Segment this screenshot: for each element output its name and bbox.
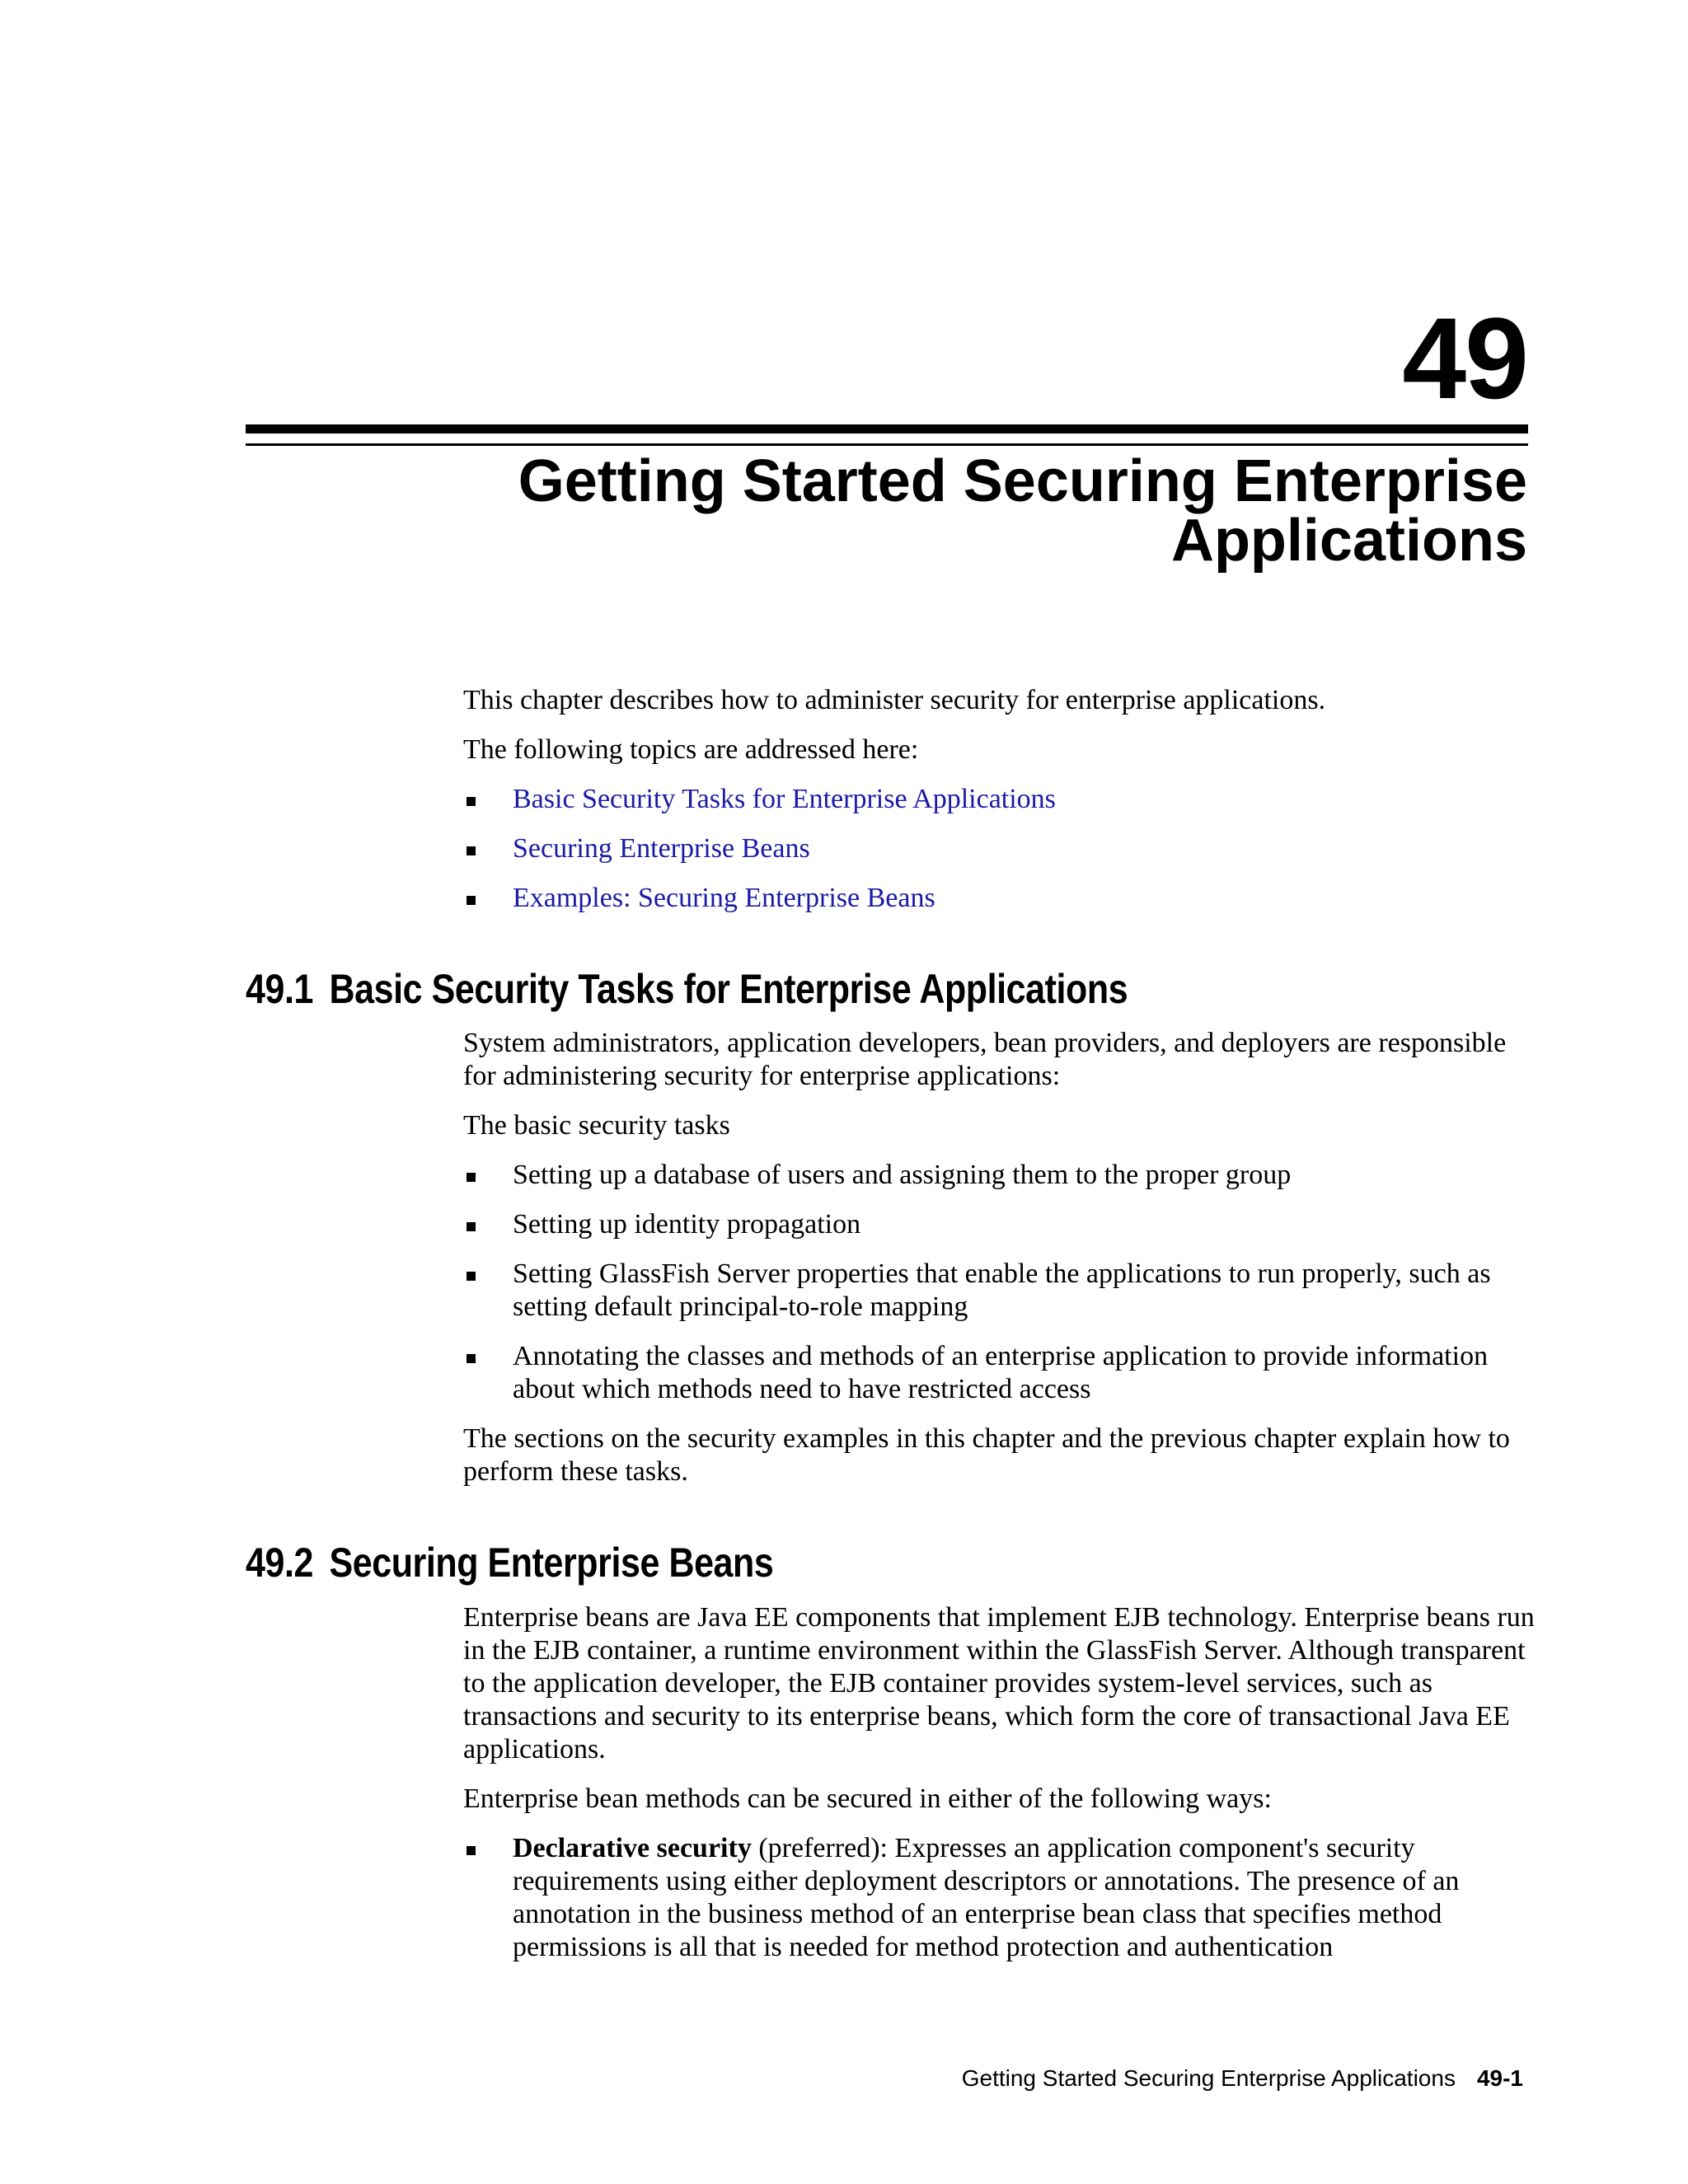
list-item bbox=[463, 1208, 1535, 1241]
footer-title: Getting Started Securing Enterprise Applications bbox=[961, 2065, 1456, 2091]
list-item-text: Setting GlassFish Server properties that enable the applications to run properly, such as setting default principal-to-role mapping bbox=[513, 1258, 1491, 1322]
chapter-rule-thin bbox=[246, 443, 1528, 446]
square-bullet-icon bbox=[467, 1222, 476, 1231]
intro-paragraph-2: The following topics are addressed here: bbox=[463, 734, 919, 765]
page-footer bbox=[962, 2064, 1523, 2093]
section-number: 49.1 bbox=[246, 966, 313, 1012]
square-bullet-icon bbox=[467, 797, 476, 806]
square-bullet-icon bbox=[467, 846, 476, 855]
square-bullet-icon bbox=[467, 1354, 476, 1363]
section-2-paragraph-1: Enterprise beans are Java EE components that implement EJB technology. Enterprise beans run in the EJB container, a runtime environment within the GlassFish Server. Although transparent to the application developer, the EJB container provides system-level services, such as transactions and security to its enterprise beans, which form the core of transactional Java EE applications. bbox=[463, 1602, 1535, 1765]
list-item bbox=[463, 1159, 1535, 1192]
list-item bbox=[463, 832, 1535, 865]
section-2-body bbox=[463, 1601, 1535, 1980]
list-item bbox=[463, 882, 1535, 915]
chapter-title bbox=[373, 448, 1527, 574]
term-declarative-security: Declarative security bbox=[513, 1833, 752, 1863]
section-1-body bbox=[463, 1027, 1535, 1505]
section-heading-49-2 bbox=[246, 1540, 773, 1586]
chapter-title-line-2: Applications bbox=[1170, 508, 1527, 574]
chapter-title-line-1: Getting Started Securing Enterprise bbox=[518, 448, 1527, 514]
square-bullet-icon bbox=[467, 1272, 476, 1281]
security-method-list bbox=[463, 1832, 1535, 1964]
chapter-number: 49 bbox=[1402, 293, 1527, 423]
section-1-paragraph-3: The sections on the security examples in this chapter and the previous chapter explain how to perform these tasks. bbox=[463, 1423, 1510, 1487]
section-1-paragraph-1: System administrators, application developers, bean providers, and deployers are responsible for administering security for enterprise applications: bbox=[463, 1028, 1507, 1091]
list-item bbox=[463, 783, 1535, 816]
list-item-text: Setting up identity propagation bbox=[513, 1209, 861, 1240]
section-2-paragraph-2: Enterprise bean methods can be secured in either of the following ways: bbox=[463, 1783, 1272, 1814]
list-item bbox=[463, 1258, 1535, 1324]
link-examples-securing-enterprise-beans[interactable]: Examples: Securing Enterprise Beans bbox=[513, 883, 935, 913]
intro-paragraph-1: This chapter describes how to administer security for enterprise applications. bbox=[463, 685, 1326, 715]
square-bullet-icon bbox=[467, 1846, 476, 1855]
section-heading-49-1 bbox=[246, 966, 1128, 1012]
intro-block bbox=[463, 684, 1535, 931]
topic-link-list bbox=[463, 783, 1535, 915]
list-item-text: Annotating the classes and methods of an enterprise application to provide information about which methods need to have restricted access bbox=[513, 1341, 1489, 1404]
section-title: Securing Enterprise Beans bbox=[329, 1540, 774, 1586]
section-title: Basic Security Tasks for Enterprise Applications bbox=[329, 966, 1128, 1012]
list-item bbox=[463, 1832, 1535, 1964]
square-bullet-icon bbox=[467, 896, 476, 905]
link-securing-enterprise-beans[interactable]: Securing Enterprise Beans bbox=[513, 833, 810, 864]
link-basic-security-tasks[interactable]: Basic Security Tasks for Enterprise Applications bbox=[513, 784, 1056, 814]
list-item-text: (preferred): Expresses an application component's security requirements using either deployment descriptors or annotations. The presence of an annotation in the business method of an enterprise bean class that specifies method permissions is all that is needed for method protection and authentication bbox=[513, 1833, 1460, 1962]
list-item bbox=[463, 1340, 1535, 1406]
security-task-list bbox=[463, 1159, 1535, 1406]
square-bullet-icon bbox=[467, 1173, 476, 1182]
list-item-text: Setting up a database of users and assigning them to the proper group bbox=[513, 1160, 1292, 1190]
chapter-rule-thick bbox=[246, 424, 1528, 434]
section-1-paragraph-2: The basic security tasks bbox=[463, 1110, 730, 1141]
footer-page-number: 49-1 bbox=[1476, 2065, 1523, 2091]
section-number: 49.2 bbox=[246, 1540, 313, 1586]
